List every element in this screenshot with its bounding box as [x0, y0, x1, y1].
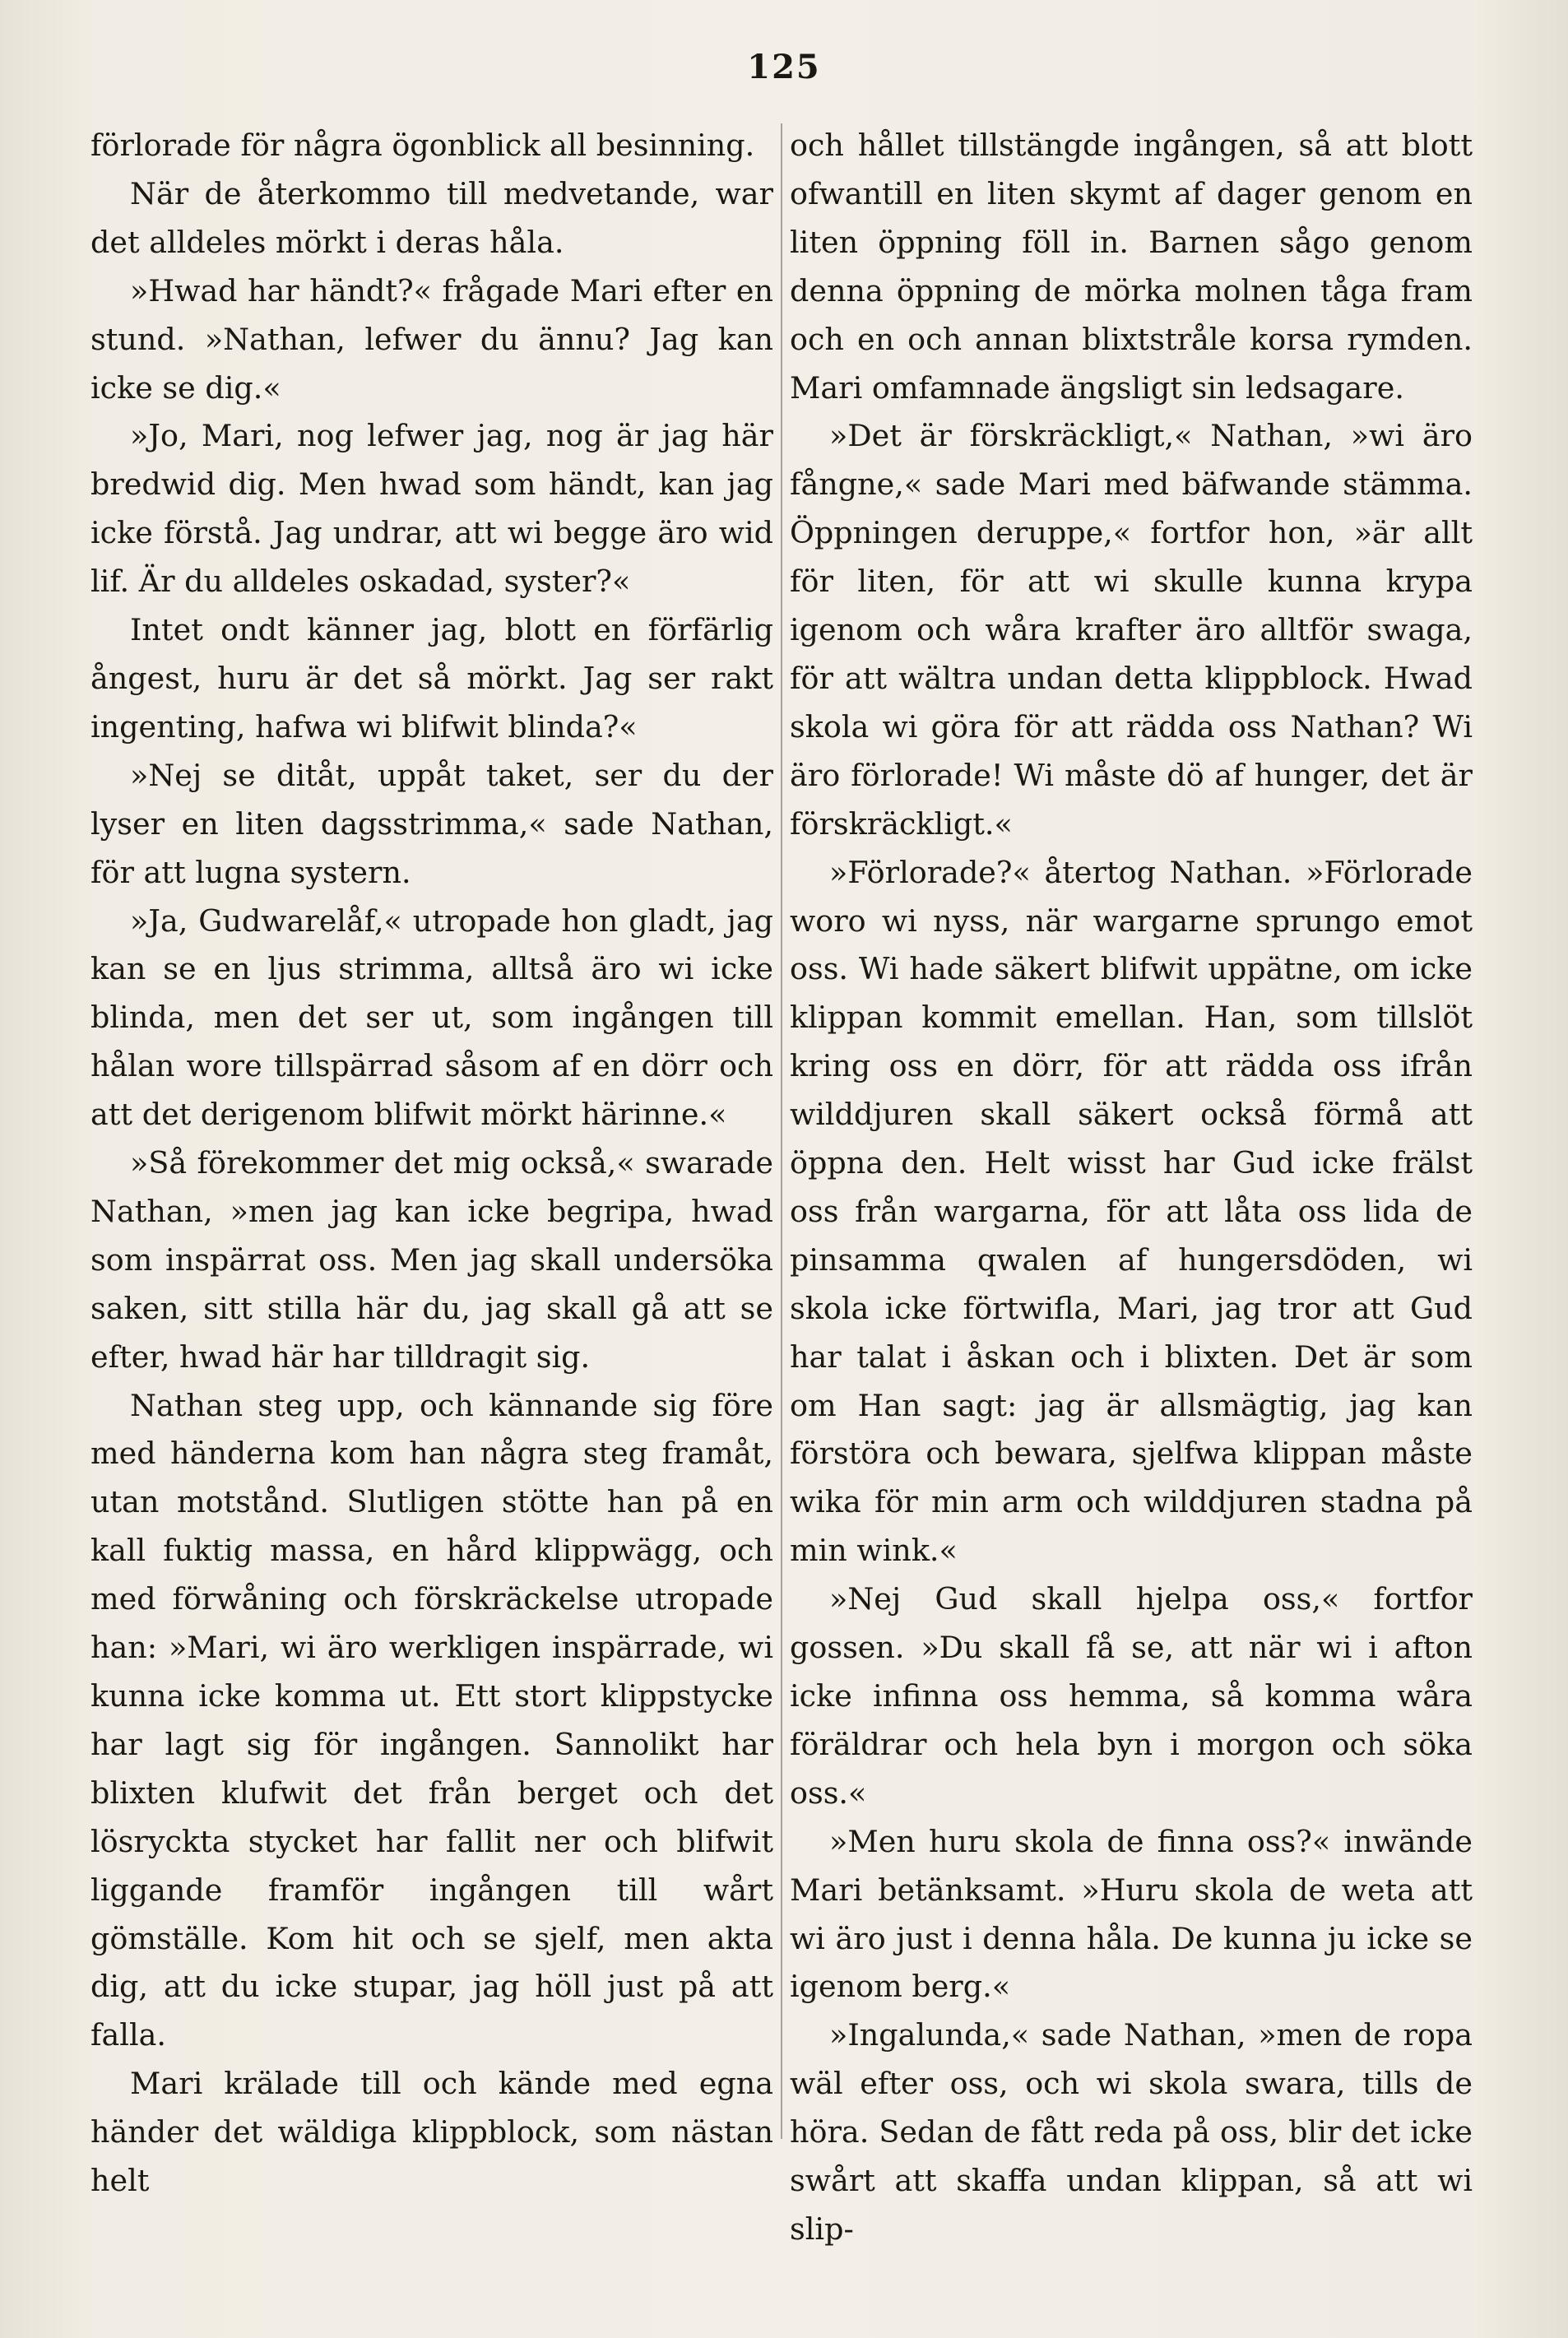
paragraph: »Förlorade?« återtog Nathan. »Förlorade woro wi nyss, när wargarne sprungo emot oss. Wi hade säkert blifwit uppätne, om icke klippan kommit emellan. Han, som tillslöt kring oss en dörr, för att rädda oss ifrån wilddjuren skall säkert också förmå att öppna den. Helt wisst har Gud icke frälst oss från wargarna, för att låta oss lida de pinsamma qwalen af hungersdöden, wi skola icke förtwifla, Mari, jag tror att Gud har talat i åskan och i blixten. Det är som om Han sagt: jag är allsmägtig, jag kan förstöra och bewara, sjelfwa klippan måste wika för min arm och wilddjuren stadna på min wink.« — [790, 854, 1473, 1569]
paragraph: »Men huru skola de finna oss?« inwände Mari betänksamt. »Huru skola de weta att wi äro just i denna håla. De kunna ju icke se igenom berg.« — [790, 1823, 1473, 2005]
paragraph: »Så förekommer det mig också,« swarade Nathan, »men jag kan icke begripa, hwad som inspärrat oss. Men jag skall undersöka saken, sitt stilla här du, jag skall gå att se efter, hwad här har tilldragit sig. — [90, 1145, 773, 1375]
paragraph: Mari krälade till och kände med egna händer det wäldiga klippblock, som nästan helt — [90, 2066, 773, 2199]
paragraph: När de återkommo till medvetande, war det alldeles mörkt i deras håla. — [90, 175, 773, 260]
paragraph: »Ingalunda,« sade Nathan, »men de ropa wäl efter oss, och wi skola swara, tills de höra. Sedan de fått reda på oss, blir det icke swårt att skaffa undan klippan, så att wi slip- — [790, 2017, 1473, 2247]
right-column — [790, 122, 1473, 2254]
paragraph: Nathan steg upp, och kännande sig före med händerna kom han några steg framåt, utan motstånd. Slutligen stötte han på en kall fuktig massa, en hård klippwägg, och med förwåning och förskräckelse utropade han: »Mari, wi äro werkligen inspärrade, wi kunna icke komma ut. Ett stort klippstycke har lagt sig för ingången. Sannolikt har blixten klufwit det från berget och det lösryckta stycket har fallit ner och blifwit liggande framför ingången till wårt gömställe. Kom hit och se sjelf, men akta dig, att du icke stupar, jag höll just på att falla. — [90, 1387, 773, 2053]
column-divider — [781, 123, 782, 2139]
paragraph: förlorade för några ögonblick all besinning. — [90, 128, 755, 163]
paragraph: Intet ondt känner jag, blott en förfärlig ångest, huru är det så mörkt. Jag ser rakt ingenting, hafwa wi blifwit blinda?« — [90, 612, 773, 745]
page-number: 125 — [747, 48, 821, 86]
paragraph: »Nej se ditåt, uppåt taket, ser du der lyser en liten dagsstrimma,« sade Nathan, för att lugna systern. — [90, 757, 773, 890]
paragraph: »Hwad har händt?« frågade Mari efter en stund. »Nathan, lefwer du ännu? Jag kan icke se dig.« — [90, 272, 773, 406]
paragraph: »Nej Gud skall hjelpa oss,« fortfor gossen. »Du skall få se, att när wi i afton icke infinna oss hemma, så komma wåra föräldrar och hela byn i morgon och söka oss.« — [790, 1581, 1473, 1811]
left-column — [90, 122, 773, 2206]
paragraph: och hållet tillstängde ingången, så att blott ofwantill en liten skymt af dager genom en liten öppning föll in. Barnen sågo genom denna öppning de mörka molnen tåga fram och en och annan blixtstråle korsa rymden. Mari omfamnade ängsligt sin ledsagare. — [790, 128, 1473, 406]
paragraph: »Det är förskräckligt,« Nathan, »wi äro fångne,« sade Mari med bäfwande stämma. Öppningen deruppe,« fortfor hon, »är allt för liten, för att wi skulle kunna krypa igenom och wåra krafter äro alltför swaga, för att wältra undan detta klippblock. Hwad skola wi göra för att rädda oss Nathan? Wi äro förlorade! Wi måste dö af hunger, det är förskräckligt.« — [790, 418, 1473, 842]
paragraph: »Jo, Mari, nog lefwer jag, nog är jag här bredwid dig. Men hwad som händt, kan jag icke förstå. Jag undrar, att wi begge äro wid lif. Är du alldeles oskadad, syster?« — [90, 418, 773, 600]
paragraph: »Ja, Gudwarelåf,« utropade hon gladt, jag kan se en ljus strimma, alltså äro wi icke blinda, men det ser ut, som ingången till hålan wore tillspärrad såsom af en dörr och att det derigenom blifwit mörkt härinne.« — [90, 902, 773, 1133]
